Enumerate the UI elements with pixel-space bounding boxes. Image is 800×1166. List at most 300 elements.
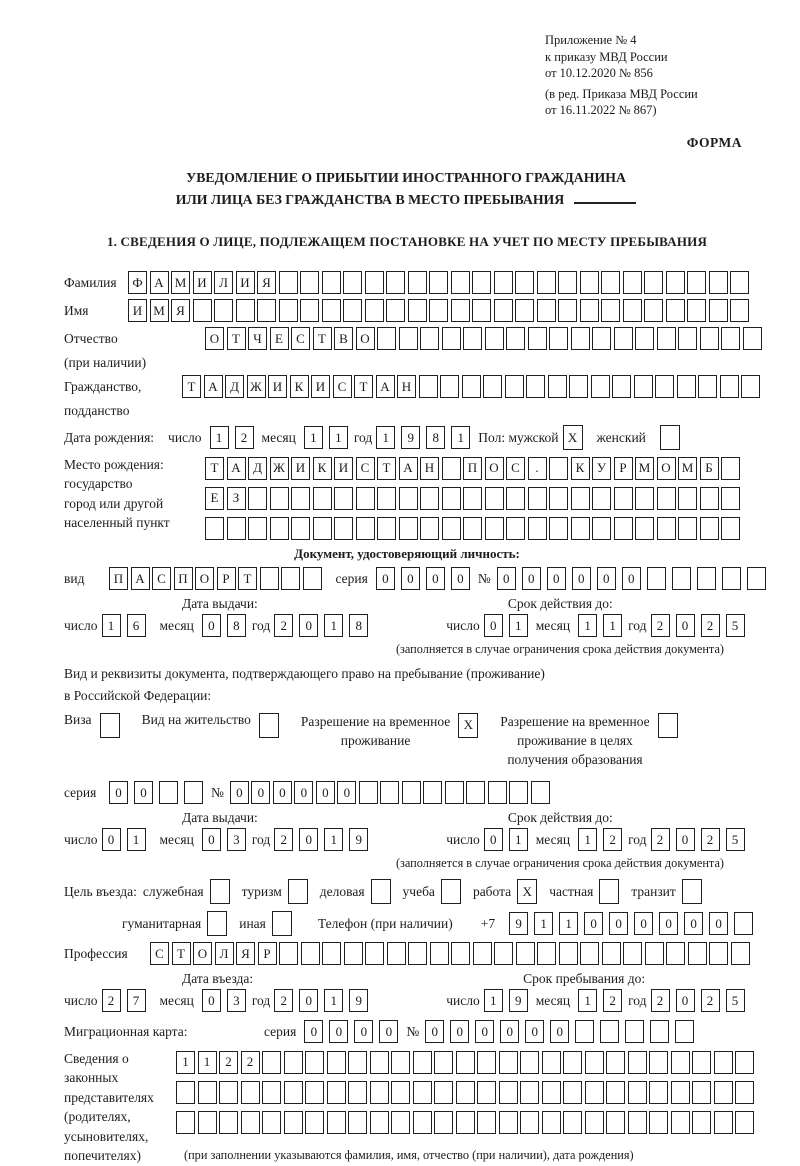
cell: [592, 327, 611, 350]
purpose-business-checkbox: [371, 879, 391, 904]
cell: [623, 271, 642, 294]
cell: 0: [425, 1020, 444, 1043]
cell: [313, 517, 332, 540]
cell: [549, 327, 568, 350]
birth-date-label: Дата рождения:: [64, 429, 155, 445]
cell: [542, 1051, 561, 1074]
cell: И: [311, 375, 330, 398]
male-checkbox: [563, 425, 583, 450]
cell: 0: [451, 567, 470, 590]
cell: [687, 299, 706, 322]
cell: П: [463, 457, 482, 480]
cell: [549, 457, 568, 480]
cell: [413, 1051, 432, 1074]
rvp-number-label: №: [211, 784, 224, 800]
cell: [559, 942, 578, 965]
entry-purpose-label: Цель въезда:: [64, 883, 137, 899]
doc-date-headers: [64, 596, 776, 612]
issue-date-header: Дата выдачи:: [182, 595, 258, 611]
cell: [365, 299, 384, 322]
cell: [634, 375, 653, 398]
purpose-humanitarian-checkbox: [207, 911, 227, 936]
cell: 6: [127, 614, 146, 637]
cell: [563, 1081, 582, 1104]
name-cells: [128, 299, 749, 322]
cell: [628, 1111, 647, 1134]
cell: 9: [401, 426, 420, 449]
cell: 1: [198, 1051, 217, 1074]
cell: [585, 1111, 604, 1134]
rvp-number-cells: [230, 781, 550, 804]
birth-day-cells: [210, 426, 254, 449]
identity-doc-row: [64, 566, 776, 592]
cell: А: [376, 375, 395, 398]
cell: [747, 567, 766, 590]
cell: [262, 1111, 281, 1134]
cell: [284, 1111, 303, 1134]
stay-day: [484, 989, 528, 1012]
cell: [687, 271, 706, 294]
cell: 2: [241, 1051, 260, 1074]
cell: [666, 299, 685, 322]
cell: [660, 425, 680, 450]
cell: [462, 375, 481, 398]
cell: [692, 1111, 711, 1134]
cell: Н: [420, 457, 439, 480]
temp-residence-edu-option: Разрешение на временное проживание в целях получения образования: [500, 712, 677, 769]
valid-until-header: Срок действия до:: [507, 595, 613, 611]
cell: [305, 1051, 324, 1074]
cell: [303, 567, 322, 590]
cell: [585, 1051, 604, 1074]
cell: [284, 1051, 303, 1074]
cell: 2: [235, 426, 254, 449]
cell: Р: [614, 457, 633, 480]
cell: [429, 299, 448, 322]
doc-kind-label: вид: [64, 570, 85, 586]
cell: 0: [676, 828, 695, 851]
cell: [377, 517, 396, 540]
cell: [612, 375, 631, 398]
female-label: женский: [596, 429, 646, 445]
cell: [494, 942, 513, 965]
cell: [210, 879, 230, 904]
cell: [387, 942, 406, 965]
cell: [635, 517, 654, 540]
cell: С: [291, 327, 310, 350]
cell: 0: [676, 989, 695, 1012]
purpose-phone-row: гуманитарная иная Телефон (при наличии) +7 9 1 1 0 0 0 0 0 0: [64, 910, 776, 938]
cell: Л: [214, 271, 233, 294]
cell: X: [458, 713, 478, 738]
cell: [356, 487, 375, 510]
cell: 0: [659, 912, 678, 935]
name-row: [64, 298, 776, 324]
cell: Н: [397, 375, 416, 398]
cell: [569, 375, 588, 398]
cell: [365, 942, 384, 965]
doc-issue-month: [202, 614, 246, 637]
cell: [377, 327, 396, 350]
cell: 0: [134, 781, 153, 804]
title-blank-underline: [574, 188, 636, 204]
cell: 1: [176, 1051, 195, 1074]
cell: [176, 1111, 195, 1134]
cell: 0: [547, 567, 566, 590]
form-title-line2: ИЛИ ЛИЦА БЕЗ ГРАЖДАНСТВА В МЕСТО ПРЕБЫВАНИЯ: [36, 188, 776, 210]
cell: [657, 487, 676, 510]
cell: 9: [509, 989, 528, 1012]
cell: [456, 1081, 475, 1104]
cell: З: [227, 487, 246, 510]
cell: [571, 517, 590, 540]
cell: [721, 487, 740, 510]
cell: [485, 327, 504, 350]
cell: Ч: [248, 327, 267, 350]
cell: [657, 517, 676, 540]
cell: [625, 1020, 644, 1043]
cell: 1: [210, 426, 229, 449]
cell: [463, 327, 482, 350]
residence-doc-line2: в Российской Федерации:: [64, 687, 212, 703]
cell: [429, 271, 448, 294]
cell: [735, 1051, 754, 1074]
cell: [305, 1081, 324, 1104]
cell: [291, 487, 310, 510]
cell: А: [227, 457, 246, 480]
residence-permit-option: Вид на жительство: [142, 712, 279, 738]
cell: О: [195, 567, 214, 590]
rvp-issue-day: [102, 828, 146, 851]
phone-label: Телефон (при наличии): [317, 915, 453, 931]
purpose-private-checkbox: [599, 879, 619, 904]
cell: [506, 517, 525, 540]
birthplace-labels: Место рождения: государство город или другой населенный пункт: [64, 456, 170, 530]
cell: [537, 271, 556, 294]
cell: [472, 271, 491, 294]
cell: [499, 1081, 518, 1104]
cell: [279, 942, 298, 965]
cell: М: [171, 271, 190, 294]
cell: 5: [726, 989, 745, 1012]
cell: [348, 1081, 367, 1104]
doc-valid-year: [651, 614, 745, 637]
cell: [413, 1081, 432, 1104]
cell: [722, 567, 741, 590]
cell: Е: [205, 487, 224, 510]
doc-valid-month: [578, 614, 622, 637]
cell: [509, 781, 528, 804]
cell: [472, 299, 491, 322]
cell: [463, 487, 482, 510]
stay-month: [578, 989, 622, 1012]
cell: [494, 299, 513, 322]
cell: 0: [202, 828, 221, 851]
cell: О: [356, 327, 375, 350]
cell: 0: [109, 781, 128, 804]
cell: И: [236, 271, 255, 294]
cell: [408, 942, 427, 965]
cell: [494, 271, 513, 294]
patronymic-note: (при наличии): [64, 354, 147, 370]
cell: [434, 1111, 453, 1134]
cell: [743, 327, 762, 350]
sex-label: Пол: мужской: [478, 429, 559, 445]
doc-issue-day: [102, 614, 146, 637]
cell: [714, 1081, 733, 1104]
cell: [257, 299, 276, 322]
cell: [356, 517, 375, 540]
entry-purpose-row: Цель въезда: служебная туризм деловая учеба работа X частная транзит: [64, 878, 776, 906]
cell: 2: [603, 828, 622, 851]
cell: [359, 781, 378, 804]
cell: 2: [701, 828, 720, 851]
purpose-transit-checkbox: [682, 879, 702, 904]
cell: [592, 487, 611, 510]
cell: [678, 487, 697, 510]
cell: К: [290, 375, 309, 398]
birthplace-block: [64, 455, 776, 540]
cell: 0: [550, 1020, 569, 1043]
cell: Я: [236, 942, 255, 965]
cell: И: [334, 457, 353, 480]
cell: [682, 879, 702, 904]
cell: О: [485, 457, 504, 480]
cell: [386, 271, 405, 294]
surname-cells: [128, 271, 749, 294]
cell: [445, 781, 464, 804]
cell: [205, 517, 224, 540]
cell: 2: [651, 989, 670, 1012]
cell: [420, 327, 439, 350]
cell: [248, 517, 267, 540]
cell: [377, 487, 396, 510]
cell: [262, 1051, 281, 1074]
cell: [730, 271, 749, 294]
cell: 0: [202, 989, 221, 1012]
birthplace-cells-row2: [205, 487, 740, 510]
cell: 5: [726, 828, 745, 851]
cell: [419, 375, 438, 398]
birthplace-cells-row3: [205, 517, 740, 540]
cell: 0: [634, 912, 653, 935]
cell: [548, 375, 567, 398]
cell: [537, 299, 556, 322]
cell: [441, 879, 461, 904]
cell: С: [152, 567, 171, 590]
cell: 2: [274, 614, 293, 637]
surname-label: Фамилия: [64, 274, 117, 290]
cell: [399, 327, 418, 350]
cell: [430, 942, 449, 965]
cell: [644, 271, 663, 294]
cell: [671, 1051, 690, 1074]
cell: С: [333, 375, 352, 398]
cell: [279, 271, 298, 294]
cell: [399, 487, 418, 510]
birth-year-cells: [376, 426, 470, 449]
cell: П: [174, 567, 193, 590]
rvp-restriction-note: (заполняется в случае ограничения срока действия документа): [395, 855, 724, 870]
rvp-series-cells: [109, 781, 203, 804]
rvp-series-row: [64, 780, 776, 806]
cell: [645, 942, 664, 965]
cell: [650, 1020, 669, 1043]
revision-line: (в ред. Приказа МВД России: [545, 86, 698, 101]
cell: 0: [426, 567, 445, 590]
cell: [528, 487, 547, 510]
cell: 0: [304, 1020, 323, 1043]
cell: А: [399, 457, 418, 480]
cell: [672, 567, 691, 590]
cell: 1: [324, 989, 343, 1012]
migration-card-row: Миграционная карта: серия 0 0 0 0 № 0 0 0 0 0 0: [64, 1019, 776, 1045]
cell: [735, 1111, 754, 1134]
rvp-dates-row: число 0 1 месяц 0 3 год 2 0 1 9 число 0 1 месяц 1 2 год 2 0 2 5: [64, 826, 776, 854]
cell: [408, 299, 427, 322]
cell: [649, 1081, 668, 1104]
residence-doc-line1: Вид и реквизиты документа, подтверждающего право на пребывание (проживание): [64, 665, 545, 681]
cell: [531, 781, 550, 804]
birthplace-cells-row1: [205, 457, 740, 480]
cell: [657, 327, 676, 350]
cell: И: [268, 375, 287, 398]
cell: [700, 327, 719, 350]
name-label: Имя: [64, 302, 89, 318]
cell: X: [517, 879, 537, 904]
cell: [477, 1081, 496, 1104]
cell: [623, 942, 642, 965]
citizenship-label2: подданство: [64, 402, 130, 418]
cell: 1: [324, 828, 343, 851]
cell: [485, 487, 504, 510]
cell: Т: [354, 375, 373, 398]
cell: [721, 327, 740, 350]
cell: [647, 567, 666, 590]
cell: [391, 1051, 410, 1074]
cell: [741, 375, 760, 398]
temp-residence-checkbox: [458, 713, 478, 738]
cell: 2: [701, 614, 720, 637]
cell: 0: [522, 567, 541, 590]
cell: [442, 327, 461, 350]
cell: [477, 1111, 496, 1134]
cell: 0: [500, 1020, 519, 1043]
cell: 0: [376, 567, 395, 590]
cell: Р: [258, 942, 277, 965]
cell: [709, 271, 728, 294]
cell: 0: [299, 828, 318, 851]
cell: [692, 1081, 711, 1104]
representatives-labels: Сведения о законных представителях (родителях, усыновителях, попечителях): [64, 1050, 154, 1163]
cell: [599, 879, 619, 904]
cell: [549, 487, 568, 510]
cell: [262, 1081, 281, 1104]
cell: [677, 375, 696, 398]
cell: 0: [299, 989, 318, 1012]
cell: [483, 375, 502, 398]
cell: [731, 942, 750, 965]
cell: [520, 1111, 539, 1134]
cell: [408, 271, 427, 294]
cell: [370, 1081, 389, 1104]
cell: 7: [127, 989, 146, 1012]
cell: 0: [299, 614, 318, 637]
phone-code: +7: [480, 915, 496, 931]
cell: Е: [270, 327, 289, 350]
entry-day: [102, 989, 146, 1012]
cell: [666, 271, 685, 294]
cell: [542, 1111, 561, 1134]
cell: 0: [354, 1020, 373, 1043]
birth-date-row: [64, 425, 776, 451]
cell: 9: [349, 828, 368, 851]
cell: Д: [248, 457, 267, 480]
cell: 2: [102, 989, 121, 1012]
doc-dates-row: число 1 6 месяц 0 8 год 2 0 1 8 число 0 1 месяц 1 1 год 2 0 2 5: [64, 612, 776, 640]
cell: О: [657, 457, 676, 480]
cell: [520, 1081, 539, 1104]
phone-cells: [509, 912, 753, 935]
representatives-cells-row3: [176, 1111, 754, 1134]
patronymic-row: [64, 326, 776, 352]
cell: .: [528, 457, 547, 480]
cell: [735, 1081, 754, 1104]
cell: Т: [238, 567, 257, 590]
cell: Я: [171, 299, 190, 322]
cell: [528, 327, 547, 350]
cell: Р: [217, 567, 236, 590]
cell: [300, 299, 319, 322]
cell: И: [193, 271, 212, 294]
cell: 0: [597, 567, 616, 590]
cell: 2: [651, 828, 670, 851]
revision-line: от 16.11.2022 № 867): [545, 103, 657, 117]
cell: [386, 299, 405, 322]
cell: [606, 1111, 625, 1134]
cell: 0: [401, 567, 420, 590]
cell: 2: [274, 989, 293, 1012]
cell: 0: [337, 781, 356, 804]
cell: [300, 271, 319, 294]
rvp-date-headers: Дата выдачи: Срок действия до:: [182, 809, 613, 825]
cell: 0: [251, 781, 270, 804]
cell: [184, 781, 203, 804]
patronymic-cells: [205, 327, 762, 350]
cell: 0: [230, 781, 249, 804]
rvp-valid-year: [651, 828, 745, 851]
cell: 0: [484, 828, 503, 851]
cell: [272, 911, 292, 936]
cell: [499, 1111, 518, 1134]
cell: [600, 1020, 619, 1043]
cell: 9: [349, 989, 368, 1012]
cell: [456, 1051, 475, 1074]
cell: 0: [622, 567, 641, 590]
cell: Ф: [128, 271, 147, 294]
cell: [714, 1051, 733, 1074]
cell: [516, 942, 535, 965]
cell: 3: [227, 828, 246, 851]
cell: [413, 1111, 432, 1134]
cell: [434, 1081, 453, 1104]
cell: [348, 1051, 367, 1074]
surname-row: [64, 270, 776, 296]
cell: [528, 517, 547, 540]
cell: [678, 517, 697, 540]
cell: [334, 487, 353, 510]
cell: [485, 517, 504, 540]
